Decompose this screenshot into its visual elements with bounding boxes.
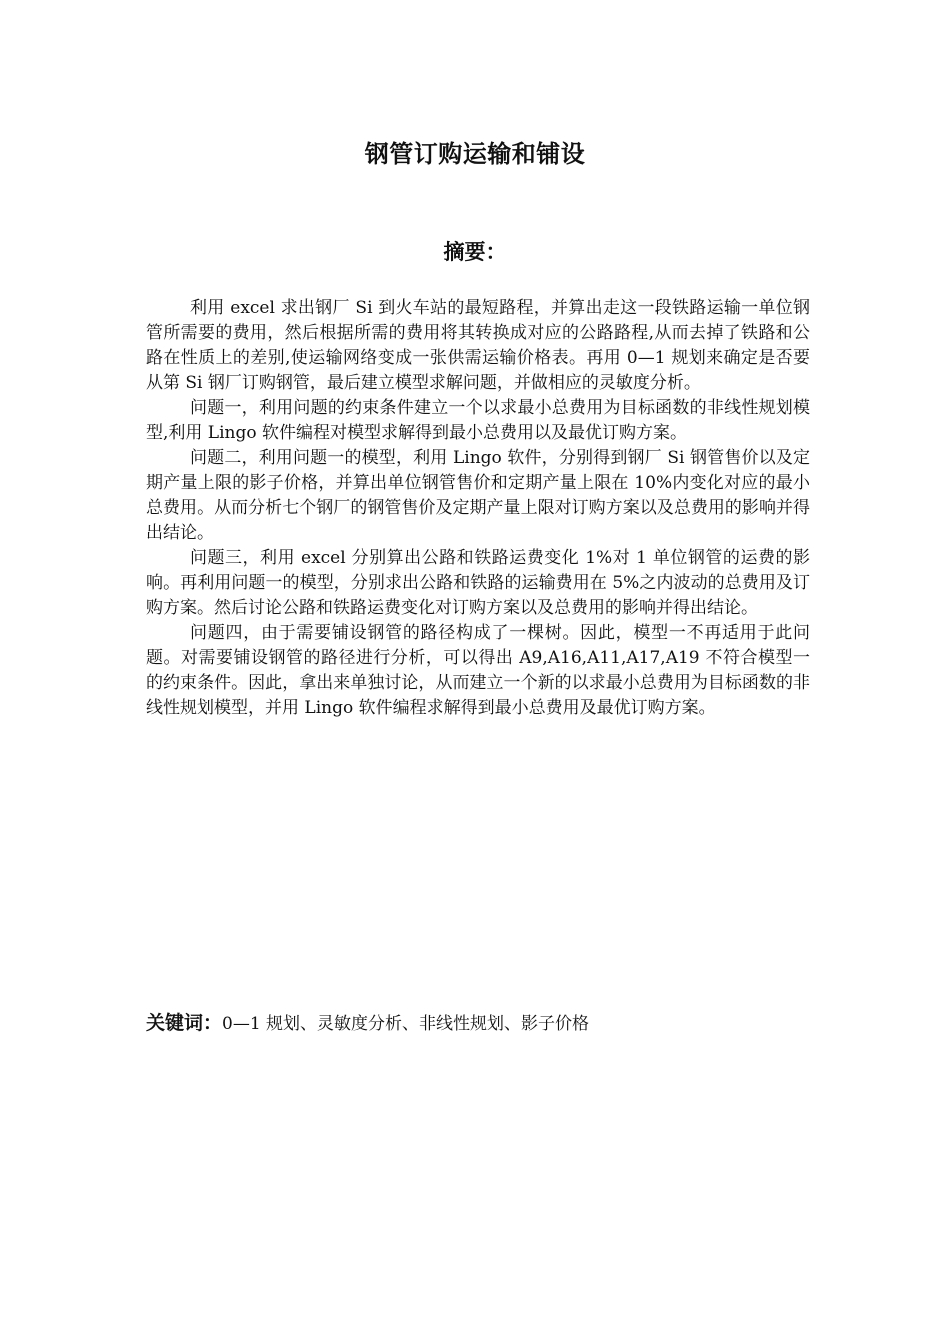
abstract-paragraph-problem-1: 问题一，利用问题的约束条件建立一个以求最小总费用为目标函数的非线性规划模型,利用 Lingo 软件编程对模型求解得到最小总费用以及最优订购方案。: [146, 398, 810, 443]
abstract-paragraph-problem-2: 问题二，利用问题一的模型，利用 Lingo 软件，分别得到钢厂 Si 钢管售价以及定期产量上限的影子价格，并算出单位钢管售价和定期产量上限在 10%内变化对应的最小总费用。从而分析七个钢厂的钢管售价及定期产量上限对订购方案以及总费用的影响并得出结论。: [146, 448, 810, 543]
abstract-heading: 摘要：: [443, 240, 507, 264]
abstract-paragraph-problem-3: 问题三，利用 excel 分别算出公路和铁路运费变化 1%对 1 单位钢管的运费的影响。再利用问题一的模型，分别求出公路和铁路的运输费用在 5%之内波动的总费用及订购方案。然后讨论公路和铁路运费变化对订购方案以及总费用的影响并得出结论。: [146, 548, 810, 618]
keywords-list: 0—1 规划、灵敏度分析、非线性规划、影子价格: [222, 1014, 590, 1034]
paper-title: 钢管订购运输和铺设: [364, 140, 586, 168]
keywords-label: 关键词：: [146, 1012, 223, 1034]
abstract-paragraph-problem-4: 问题四，由于需要铺设钢管的路径构成了一棵树。因此，模型一不再适用于此问题。对需要铺设钢管的路径进行分析，可以得出 A9,A16,A11,A17,A19 不符合模型一的约束条件。因此，拿出来单独讨论，从而建立一个新的以求最小总费用为目标函数的非线性规划模型，并用 Lingo 软件编程求解得到最小总费用及最优订购方案。: [146, 623, 810, 718]
abstract-body: [146, 296, 810, 721]
keywords-line: [146, 1010, 810, 1037]
abstract-paragraph-method: 利用 excel 求出钢厂 Si 到火车站的最短路程，并算出走这一段铁路运输一单位钢管所需要的费用，然后根据所需的费用将其转换成对应的公路路程,从而去掉了铁路和公路在性质上的差别,使运输网络变成一张供需运输价格表。再用 0—1 规划来确定是否要从第 Si 钢厂订购钢管，最后建立模型求解问题，并做相应的灵敏度分析。: [146, 298, 810, 393]
